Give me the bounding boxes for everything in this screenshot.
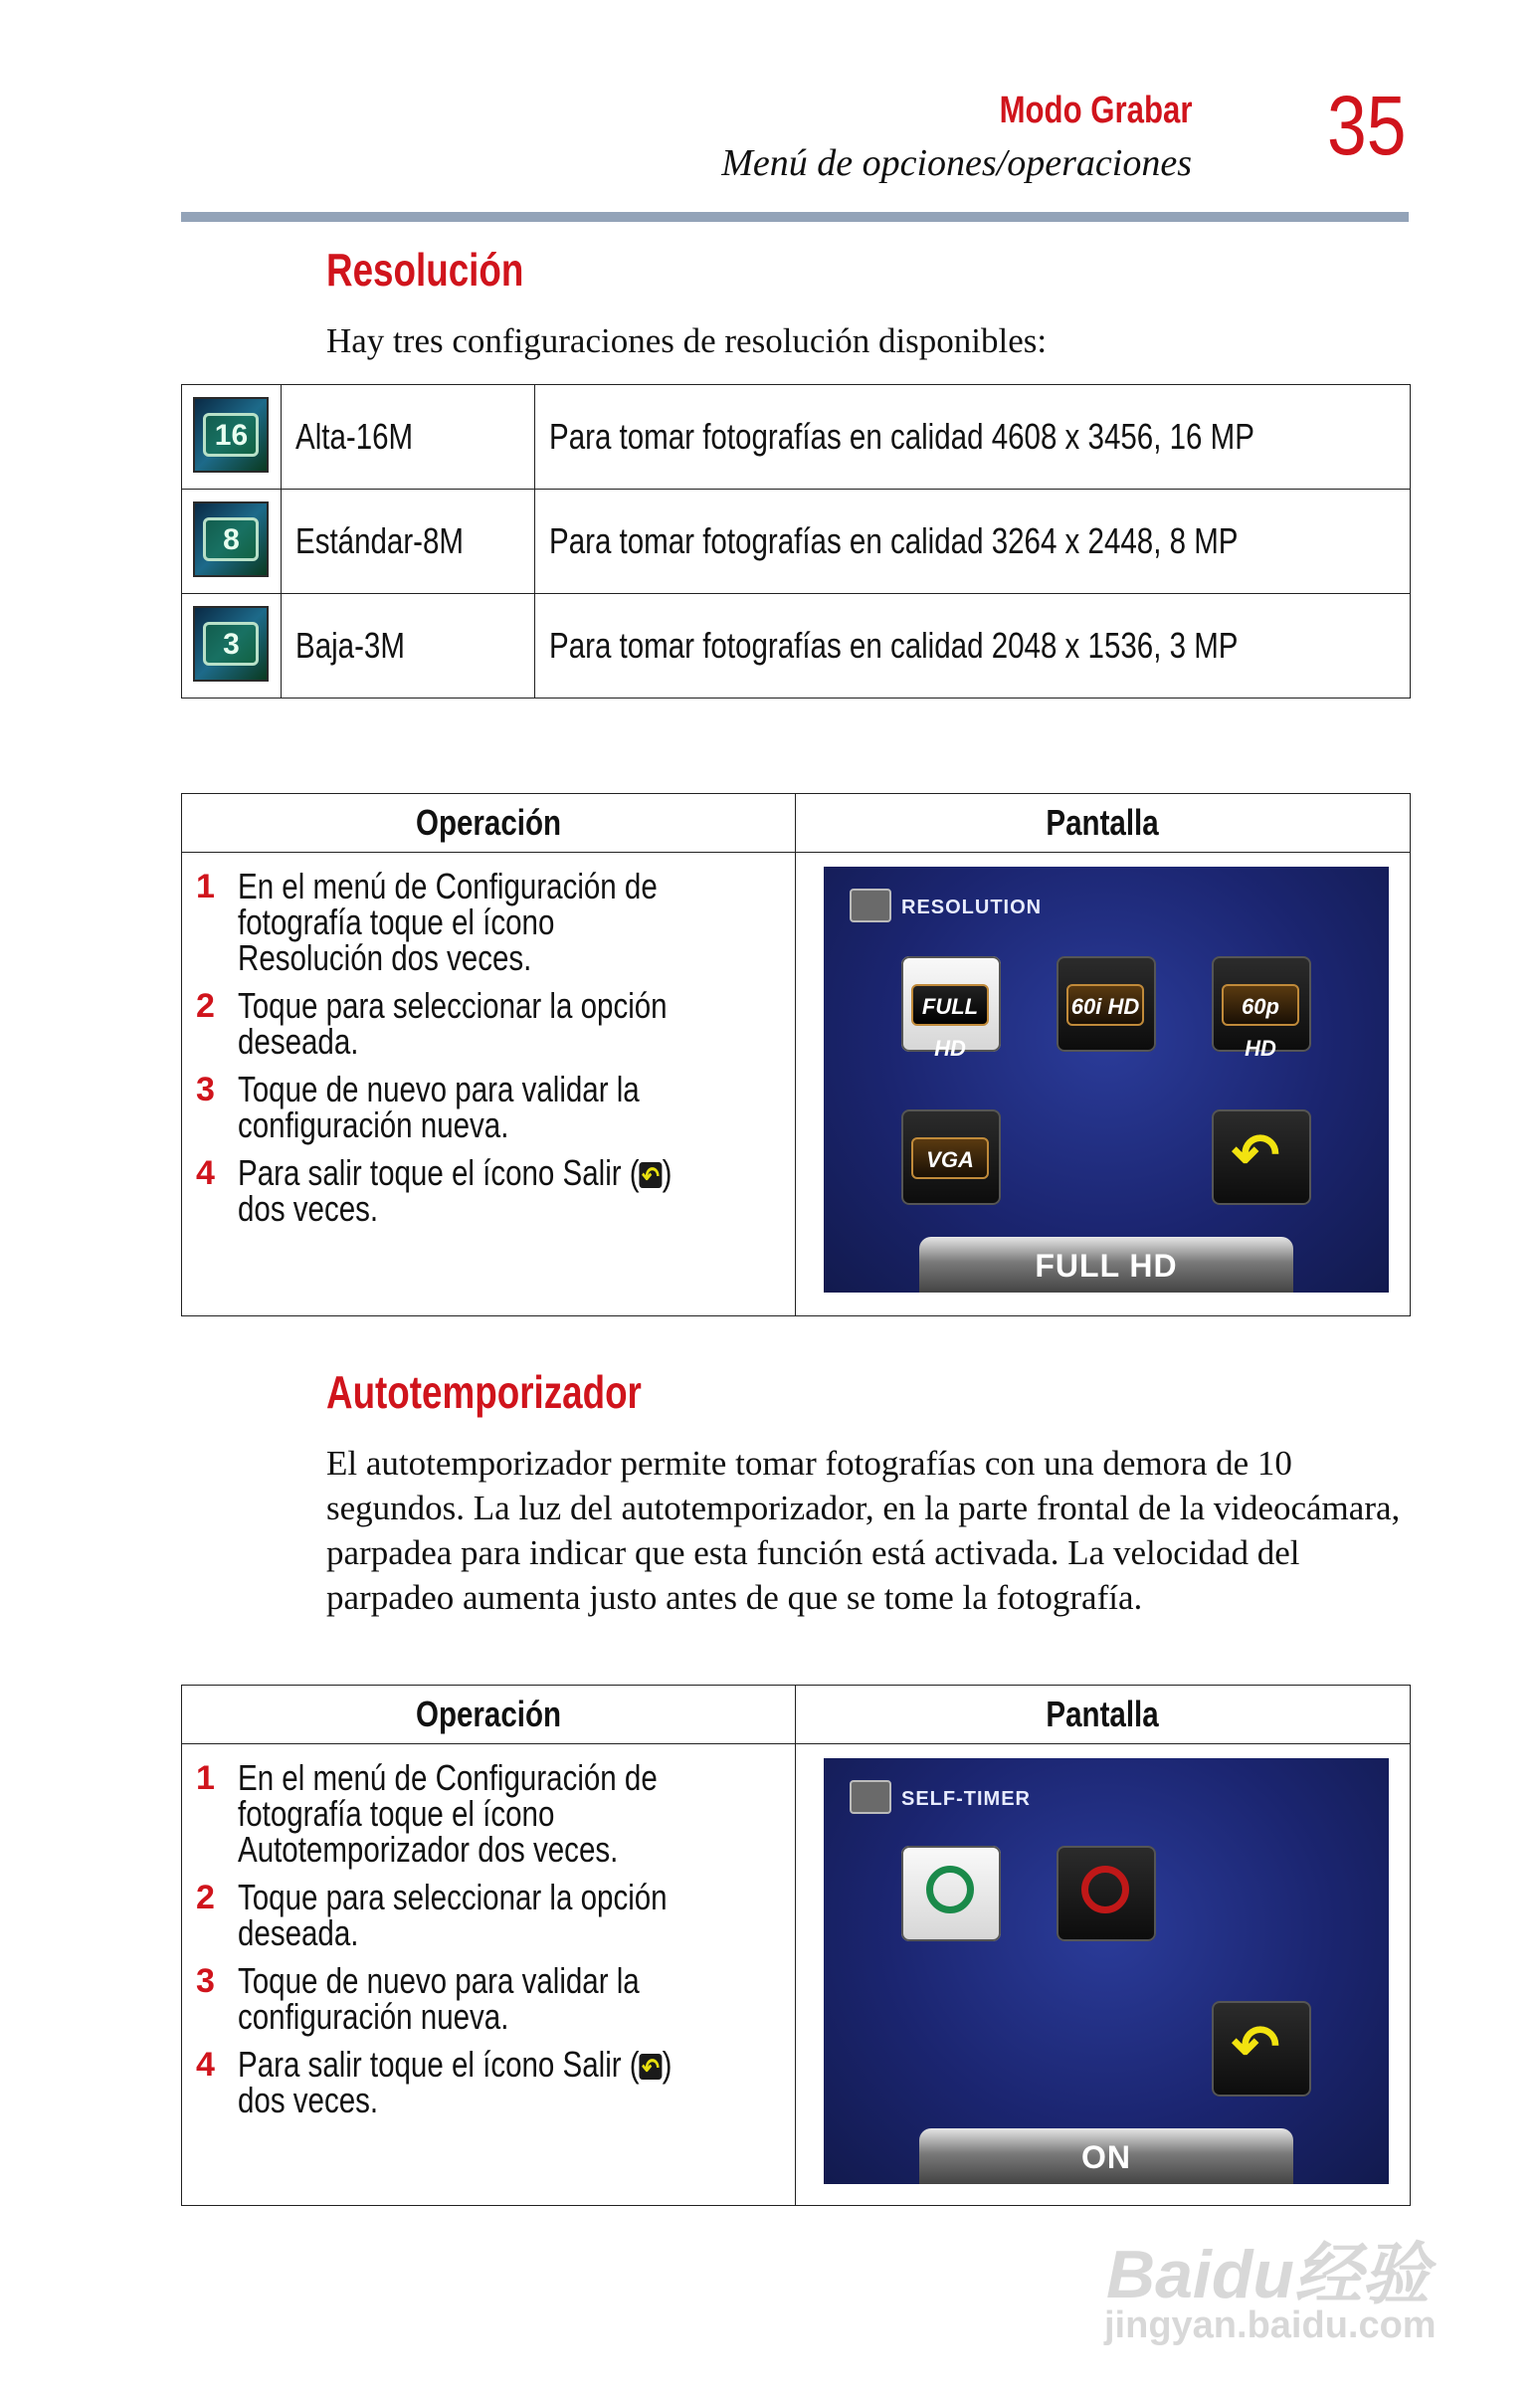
exit-icon: ↶ bbox=[1232, 2014, 1280, 2079]
header-rule bbox=[181, 212, 1409, 222]
full-hd-tile[interactable]: FULL HD bbox=[901, 956, 1001, 1052]
selected-value-bar: FULL HD bbox=[919, 1237, 1293, 1293]
screen-title: RESOLUTION bbox=[901, 897, 1043, 918]
resolution-desc: Para tomar fotografías en calidad 3264 x 2448, 8 MP bbox=[549, 520, 1239, 561]
header-section-title: Modo Grabar bbox=[999, 90, 1192, 131]
steps-list bbox=[182, 1744, 795, 2118]
step-item: 3 Toque de nuevo para validar la configuración nueva. bbox=[196, 1069, 640, 1145]
table-row bbox=[182, 385, 1411, 490]
step-item: 1 En el menú de Configuración de fotografía toque el ícono Resolución dos veces. bbox=[196, 866, 658, 978]
table-row bbox=[182, 490, 1411, 594]
selftimer-operation-table bbox=[181, 1685, 1411, 2206]
column-header-operation: Operación bbox=[415, 802, 562, 843]
header-subtitle: Menú de opciones/operaciones bbox=[721, 142, 1192, 184]
exit-icon: ↶ bbox=[1232, 1122, 1280, 1187]
exit-button[interactable] bbox=[1212, 1109, 1311, 1205]
60i-hd-tile[interactable]: 60i HD bbox=[1057, 956, 1156, 1052]
exit-icon bbox=[640, 2054, 663, 2080]
resolution-name: Estándar-8M bbox=[294, 520, 464, 561]
exit-button[interactable] bbox=[1212, 2001, 1311, 2097]
timer-off-icon bbox=[1081, 1866, 1129, 1913]
watermark-logo: Baidu经验 bbox=[1106, 2237, 1430, 2312]
60p-hd-tile[interactable]: 60p HD bbox=[1212, 956, 1311, 1052]
step-item: 4 Para salir toque el ícono Salir (↶ ) dos veces. bbox=[196, 2047, 795, 2118]
exit-icon bbox=[640, 1162, 663, 1188]
resolution-screen bbox=[824, 867, 1389, 1293]
resolution-options-table bbox=[181, 384, 1411, 699]
step-item: 2 Toque para seleccionar la opción deseada. bbox=[196, 1877, 668, 1953]
resolution-desc: Para tomar fotografías en calidad 4608 x 3456, 16 MP bbox=[549, 416, 1255, 457]
steps-list bbox=[182, 853, 795, 1227]
column-header-screen: Pantalla bbox=[1046, 802, 1160, 843]
column-header-operation: Operación bbox=[415, 1694, 562, 1734]
resolution-desc: Para tomar fotografías en calidad 2048 x 1536, 3 MP bbox=[549, 625, 1239, 666]
step-item: 4 Para salir toque el ícono Salir (↶ ) dos veces. bbox=[196, 1155, 795, 1227]
timer-on-tile[interactable] bbox=[901, 1846, 1001, 1941]
resolution-name: Alta-16M bbox=[294, 416, 414, 457]
screen-title: SELF-TIMER bbox=[901, 1788, 1031, 1810]
selftimer-screen bbox=[824, 1758, 1389, 2184]
selftimer-menu-icon bbox=[850, 1780, 891, 1814]
resolution-name: Baja-3M bbox=[294, 625, 405, 666]
column-header-screen: Pantalla bbox=[1046, 1694, 1160, 1734]
selected-value-bar: ON bbox=[919, 2128, 1293, 2184]
page-number: 35 bbox=[1327, 79, 1407, 172]
resolution-menu-icon bbox=[850, 889, 891, 922]
resolution-8m-icon: 8 bbox=[193, 501, 269, 577]
timer-on-icon bbox=[926, 1866, 974, 1913]
resolution-heading: Resolución bbox=[326, 244, 524, 296]
vga-tile[interactable]: VGA bbox=[901, 1109, 1001, 1205]
table-row bbox=[182, 594, 1411, 699]
watermark-url: jingyan.baidu.com bbox=[1104, 2304, 1437, 2346]
resolution-intro: Hay tres configuraciones de resolución disponibles: bbox=[326, 321, 1048, 360]
timer-off-tile[interactable] bbox=[1057, 1846, 1156, 1941]
step-item: 2 Toque para seleccionar la opción deseada. bbox=[196, 985, 668, 1062]
selftimer-heading: Autotemporizador bbox=[326, 1366, 642, 1418]
step-item: 3 Toque de nuevo para validar la configuración nueva. bbox=[196, 1960, 640, 2037]
selftimer-intro: El autotemporizador permite tomar fotografías con una demora de 10 segundos. La luz del autotemporizador, en la parte frontal de la videocámara, parpadea para indicar que esta función está activada. La velocidad del parpadeo aumenta justo antes de que se tome la fotografía. bbox=[326, 1444, 1401, 1617]
step-item: 1 En el menú de Configuración de fotografía toque el ícono Autotemporizador dos veces. bbox=[196, 1757, 658, 1870]
resolution-16m-icon: 16 bbox=[193, 397, 269, 473]
resolution-operation-table bbox=[181, 793, 1411, 1316]
resolution-3m-icon: 3 bbox=[193, 606, 269, 682]
